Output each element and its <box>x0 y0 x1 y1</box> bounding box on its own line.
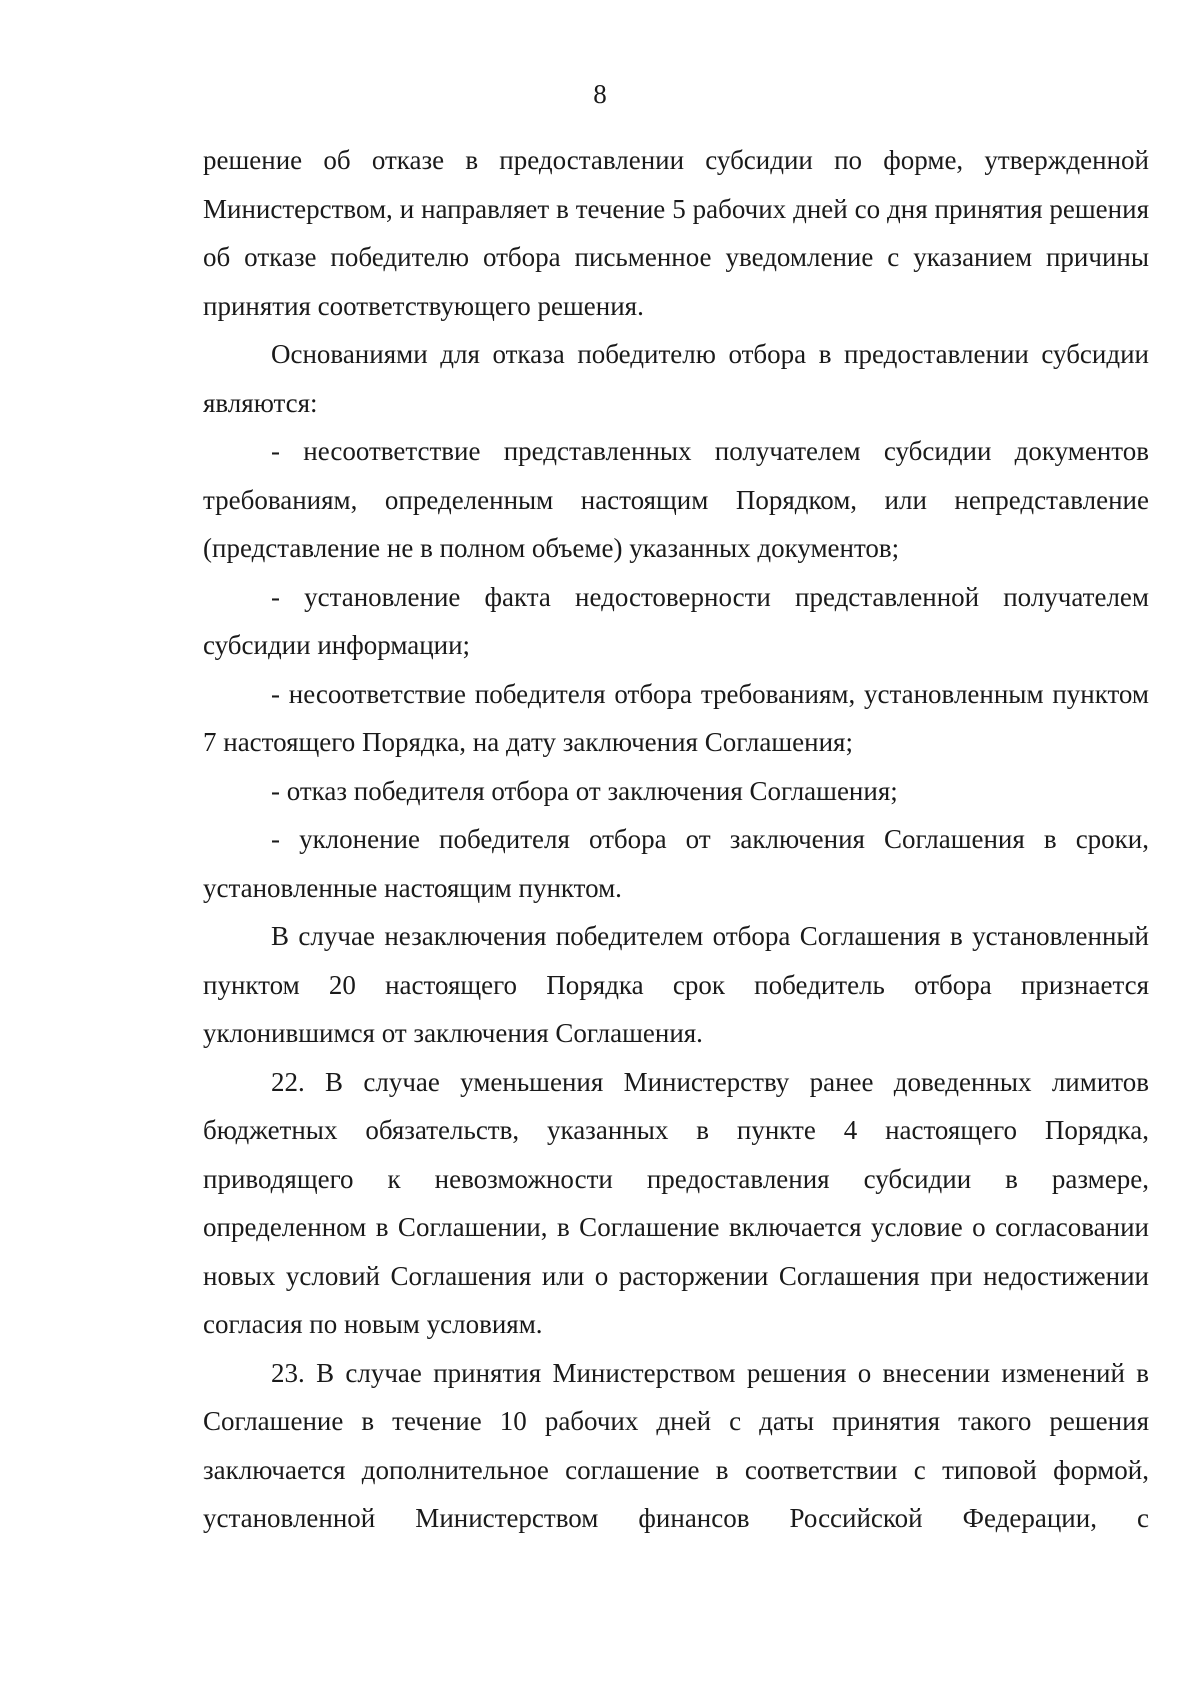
list-item-refusal-to-sign: - отказ победителя отбора от заключения Соглашения; <box>271 775 898 806</box>
paragraph-refusal-decision: решение об отказе в предоставлении субсидии по форме, утвержденной Министерством, и направляет в течение 5 рабочих дней со дня принятия решения об отказе победителю отбора письменное уведомление с указанием причины принятия соответствующего решения. <box>203 145 1149 321</box>
document-body <box>203 136 1149 1543</box>
paragraph-point-22: 22. В случае уменьшения Министерству ранее доведенных лимитов бюджетных обязательств, указанных в пункте 4 настоящего Порядка, приводящего к невозможности предоставления субсидии в размере, определенном в Соглашении, в Соглашение включается условие о согласовании новых условий Соглашения или о расторжении Соглашения при недостижении согласия по новым условиям. <box>203 1066 1149 1339</box>
list-item-evasion: - уклонение победителя отбора от заключения Соглашения в сроки, установленные настоящим пунктом. <box>203 824 1149 903</box>
paragraph-point-23: 23. В случае принятия Министерством решения о внесении изменений в Соглашение в течение 10 рабочих дней с даты принятия такого решения заключается дополнительное соглашение в соответствии с типовой формой, установленной Министерством финансов Российской Федерации, с <box>203 1357 1149 1533</box>
paragraph-evasion-rule: В случае незаключения победителем отбора Соглашения в установленный пунктом 20 настоящего Порядка срок победитель отбора признается уклонившимся от заключения Соглашения. <box>203 921 1149 1048</box>
list-item-false-information: - установление факта недостоверности представленной получателем субсидии информации; <box>203 581 1149 660</box>
paragraph-refusal-grounds: Основаниями для отказа победителю отбора в предоставлении субсидии являются: <box>203 339 1149 418</box>
page-number: 8 <box>593 79 607 109</box>
list-item-requirements-mismatch: - несоответствие победителя отбора требованиям, установленным пунктом 7 настоящего Порядка, на дату заключения Соглашения; <box>203 678 1149 757</box>
list-item-documents-mismatch: - несоответствие представленных получателем субсидии документов требованиям, определенным настоящим Порядком, или непредставление (представление не в полном объеме) указанных документов; <box>203 436 1149 563</box>
